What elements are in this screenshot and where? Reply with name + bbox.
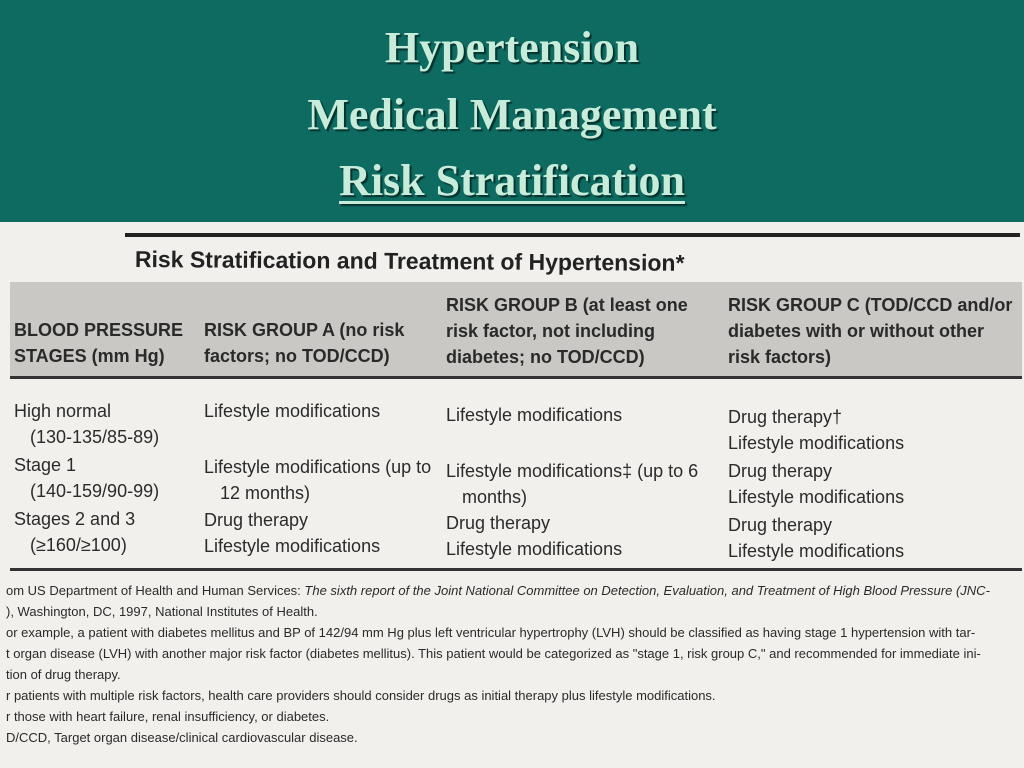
slide-title-line-1: Hypertension [384,23,640,72]
row-stage-1-stage [14,452,194,505]
treatment-line: Drug therapy [728,515,833,535]
scanned-table-image [0,222,1024,768]
footnote-line: ), Washington, DC, 1997, National Institutes of Health. [6,604,318,620]
footnote-source: om US Department of Health and Human Services: [6,583,305,598]
stage-label: High normal [14,401,112,421]
table-title: Risk Stratification and Treatment of Hypertension* [134,246,685,276]
treatment-line: Lifestyle modifications [728,487,905,508]
footnote-line: or example, a patient with diabetes mellitus and BP of 142/94 mm Hg plus left ventricular hypertrophy (LVH) should be classified as having stage 1 hypertension with tar- [6,625,976,641]
header-bp-stages: BLOOD PRESSURE STAGES (mm Hg) [14,320,184,367]
row-stage-1-group-c [728,458,1018,511]
treatment-line: Drug therapy [728,461,833,481]
stage-range: (140-159/90-99) [30,481,160,502]
treatment-line: Lifestyle modifications [728,541,905,562]
header-risk-group-c: RISK GROUP C (TOD/CCD and/or diabetes with or without other risk factors) [728,295,1013,368]
row-high-normal-group-c [728,404,1018,457]
row-stages-2-3-group-a [204,507,439,560]
slide-title-line-3 [0,155,1024,208]
slide-header [0,0,1024,222]
stage-range: (130-135/85-89) [30,427,160,448]
footnotes [6,580,1024,748]
row-high-normal-stage [14,398,194,451]
row-stages-2-3-group-b [446,510,716,563]
treatment-line: Drug therapy [446,513,551,533]
footnote-line: r those with heart failure, renal insufficiency, or diabetes. [6,709,330,725]
row-high-normal-group-b: Lifestyle modifications [446,405,623,425]
treatment-line: months) [462,487,528,508]
row-stages-2-3-stage [14,506,194,559]
treatment-line: Lifestyle modifications‡ (up to 6 [446,461,699,481]
treatment-line: Drug therapy† [728,407,843,427]
table-header-rule [10,376,1022,379]
treatment-line: Drug therapy [204,510,309,530]
footnote-line: D/CCD, Target organ disease/clinical cardiovascular disease. [6,730,358,746]
slide-title-line-3-text: Risk Stratification [339,156,685,205]
footnote-line: t organ disease (LVH) with another major risk factor (diabetes mellitus). This patient would be categorized as "stage 1, risk group C," and recommended for immediate ini- [6,646,981,662]
footnote-line: tion of drug therapy. [6,667,121,683]
stage-range: (≥160/≥100) [30,535,127,556]
treatment-line: Lifestyle modifications [446,539,623,560]
table-top-rule [125,233,1020,237]
footnote-line: r patients with multiple risk factors, health care providers should consider drugs as initial therapy plus lifestyle modifications. [6,688,716,704]
header-risk-group-b: RISK GROUP B (at least one risk factor, not including diabetes; no TOD/CCD) [446,295,688,368]
treatment-line: Lifestyle modifications [204,536,381,557]
treatment-line: Lifestyle modifications (up to [204,457,432,477]
footnote-line [6,580,1024,601]
slide-title-line-2: Medical Management [307,90,717,139]
row-stage-1-group-a [204,454,439,507]
stage-label: Stage 1 [14,455,77,475]
row-high-normal-group-a: Lifestyle modifications [204,401,381,421]
row-stage-1-group-b [446,458,721,511]
table-bottom-rule [10,568,1022,571]
row-stages-2-3-group-c [728,512,1018,565]
stage-label: Stages 2 and 3 [14,509,136,529]
treatment-line: 12 months) [220,483,311,504]
header-risk-group-a: RISK GROUP A (no risk factors; no TOD/CCD) [204,320,405,367]
footnote-report-title: The sixth report of the Joint National Committee on Detection, Evaluation, and Treatment of High Blood Pressure (JNC- [304,583,990,598]
treatment-line: Lifestyle modifications [728,433,905,454]
